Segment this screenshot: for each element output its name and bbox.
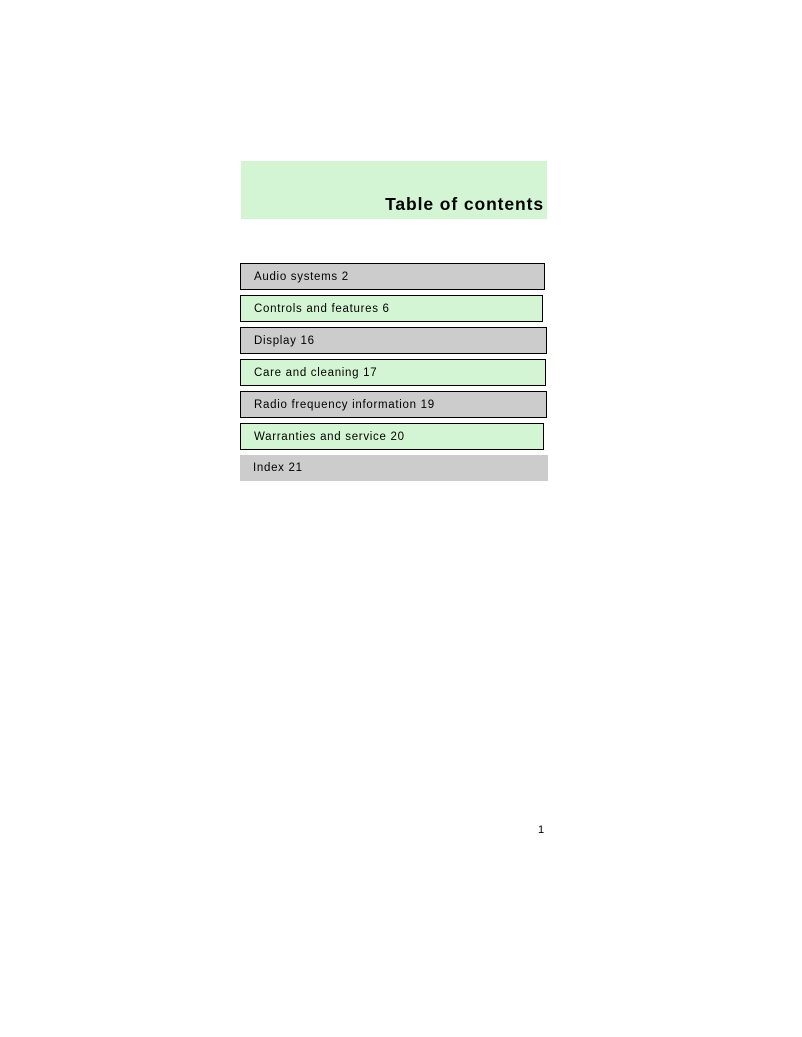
toc-entry-label: Display 16	[254, 334, 315, 347]
toc-entry-label: Controls and features 6	[254, 302, 390, 315]
toc-entry-audio-systems[interactable]	[240, 263, 545, 290]
toc-entry-label: Care and cleaning 17	[254, 366, 378, 379]
toc-entry-warranties-and-service[interactable]	[240, 423, 544, 450]
table-of-contents	[240, 263, 548, 486]
toc-entry-index[interactable]	[240, 455, 548, 481]
title-band	[241, 161, 547, 219]
toc-entry-label: Index 21	[253, 462, 303, 474]
toc-entry-controls-and-features[interactable]	[240, 295, 543, 322]
toc-entry-display[interactable]	[240, 327, 547, 354]
toc-entry-label: Warranties and service 20	[254, 430, 405, 443]
page-number: 1	[538, 824, 545, 836]
toc-entry-care-and-cleaning[interactable]	[240, 359, 546, 386]
page-title: Table of contents	[385, 194, 544, 214]
toc-entry-label: Radio frequency information 19	[254, 398, 435, 411]
toc-entry-radio-frequency-information[interactable]	[240, 391, 547, 418]
toc-entry-label: Audio systems 2	[254, 270, 349, 283]
